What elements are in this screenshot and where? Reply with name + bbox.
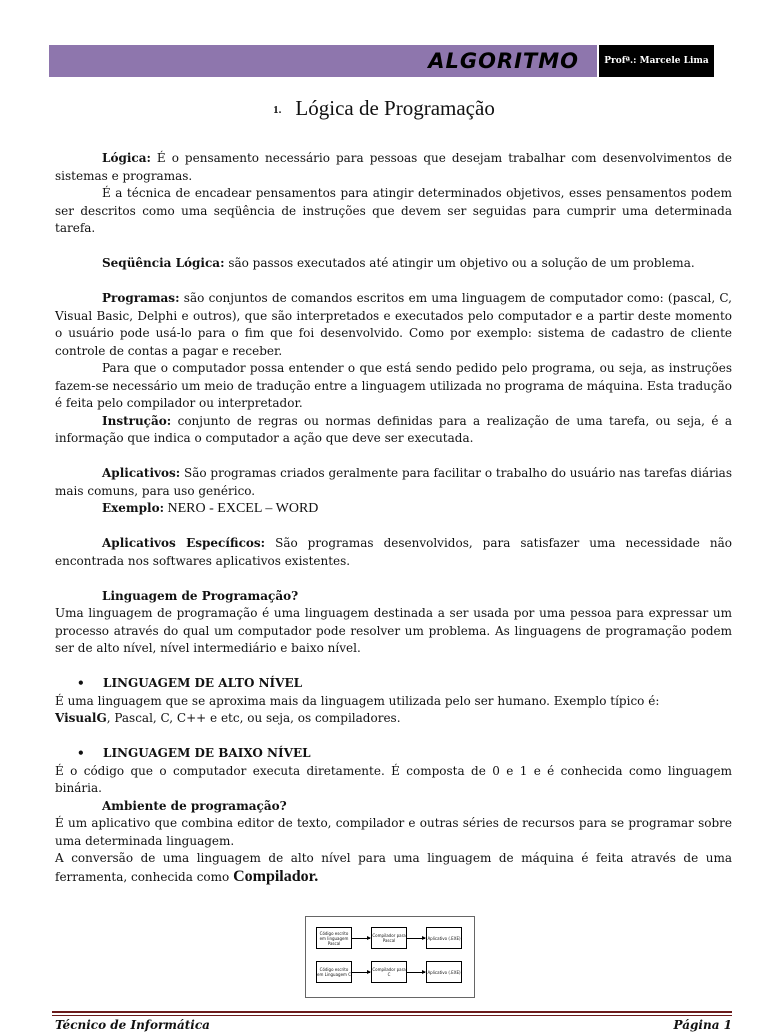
header-title: ALGORITMO — [428, 49, 579, 73]
paragraph-baixo-nivel: É o código que o computador executa diretamente. É composta de 0 e 1 e é conhecida como linguagem binária. — [55, 763, 732, 795]
professor-label: Profª.: Marcele Lima — [599, 45, 714, 77]
section-number: 1. — [273, 104, 282, 117]
diagram-arrow — [407, 938, 425, 939]
header-bar — [49, 45, 597, 77]
diagram-arrow — [352, 972, 370, 973]
paragraph-text: conjunto de regras ou normas definidas para a realização de uma tarefa, ou seja, é a informação que indica o computador a ação que deve ser executada. — [55, 413, 732, 445]
term-label: Aplicativos: — [102, 466, 181, 480]
paragraph-aplicativos — [55, 465, 732, 500]
paragraph-text: são passos executados até atingir um objetivo ou a solução de um problema. — [224, 256, 695, 270]
paragraph-text: É uma linguagem que se aproxima mais da linguagem utilizada pelo ser humano. Exemplo típico é: — [55, 693, 660, 708]
paragraph-conversao — [55, 850, 732, 886]
paragraph-text: É o pensamento necessário para pessoas que desejam trabalhar com desenvolvimentos de sistemas e programas. — [55, 151, 732, 183]
bullet-text: LINGUAGEM DE BAIXO NÍVEL — [103, 746, 311, 760]
footer-page-number: Página 1 — [673, 1018, 732, 1032]
section-title: Lógica de Programação — [295, 96, 495, 120]
paragraph-text: A conversão de uma linguagem de alto nível para uma linguagem de máquina é feita através de uma ferramenta, conhecida como — [55, 851, 732, 884]
compiler-diagram — [305, 916, 475, 998]
paragraph-text: NERO - EXCEL – WORD — [164, 501, 319, 516]
paragraph-text: São programas criados geralmente para facilitar o trabalho do usuário nas tarefas diárias mais comuns, para uso genérico. — [55, 466, 732, 498]
diagram-box-compiler-c: Compilador para C — [371, 961, 407, 983]
compilador-word: Compilador. — [233, 867, 319, 885]
paragraph-programas — [55, 290, 732, 360]
paragraph-exemplo — [55, 500, 732, 518]
term-label: Instrução: — [102, 413, 172, 428]
diagram-box-app-c: Aplicativo (.EXE) — [426, 961, 462, 983]
heading-baixo-nivel — [55, 745, 732, 763]
page-title — [0, 96, 768, 121]
term-label: VisualG — [55, 711, 107, 725]
heading-alto-nivel — [55, 675, 732, 693]
paragraph-text: São programas desenvolvidos, para satisfazer uma necessidade não encontrada nos softwares aplicativos existentes. — [55, 536, 732, 568]
diagram-box-source-pascal: Código escrito em linguagem Pascal — [316, 927, 352, 949]
document-body — [55, 150, 732, 886]
footer-divider — [52, 1011, 732, 1013]
term-label: Aplicativos Específicos: — [102, 536, 266, 550]
diagram-box-app-pascal: Aplicativo (.EXE) — [426, 927, 462, 949]
footer-course: Técnico de Informática — [55, 1018, 210, 1032]
diagram-arrow — [407, 972, 425, 973]
diagram-arrow — [352, 938, 370, 939]
paragraph-text: são conjuntos de comandos escritos em uma linguagem de computador como: (pascal, C, Visual Basic, Delphi e outros), que são interpretados e executados pelo computador e a partir deste momento o usuário pode usá-lo para o fim que foi desenvolvido. Como por exemplo: sistema de cadastro de cliente controle de contas a pagar e receber. — [55, 291, 732, 358]
paragraph-alto-nivel — [55, 693, 732, 728]
paragraph-text: , Pascal, C, C++ e etc, ou seja, os compiladores. — [106, 711, 401, 725]
paragraph-logica — [55, 150, 732, 185]
paragraph-instrucao — [55, 413, 732, 448]
paragraph-ambiente: É um aplicativo que combina editor de texto, compilador e outras séries de recursos para se programar sobre uma determinada linguagem. — [55, 816, 732, 848]
paragraph-especificos — [55, 535, 732, 570]
diagram-box-compiler-pascal: Compilador para Pascal — [371, 927, 407, 949]
term-label: Lógica: — [102, 151, 151, 165]
diagram-box-source-c: Código escrito em Linguagem C — [316, 961, 352, 983]
paragraph-traducao: Para que o computador possa entender o que está sendo pedido pelo programa, ou seja, as instruções fazem-se necessário um meio de tradução entre a linguagem utilizada no programa de máquina. Esta tradução é feita pelo compilador ou interpretador. — [55, 361, 732, 410]
heading-ambiente: Ambiente de programação? — [102, 798, 287, 813]
term-label: Programas: — [102, 291, 180, 305]
paragraph-linguagem: Uma linguagem de programação é uma linguagem destinada a ser usada por uma pessoa para expressar um processo através do qual um computador pode resolver um problema. As linguagens de programação podem ser de alto nível, nível intermediário e baixo nível. — [55, 606, 732, 655]
paragraph-tecnica: É a técnica de encadear pensamentos para atingir determinados objetivos, esses pensamentos podem ser descritos como uma seqüência de instruções que devem ser seguidas para cumprir uma determinada tarefa. — [55, 186, 732, 235]
bullet-text: LINGUAGEM DE ALTO NÍVEL — [103, 676, 303, 690]
term-label: Seqüência Lógica: — [102, 256, 225, 270]
heading-linguagem: Linguagem de Programação? — [102, 588, 299, 603]
paragraph-sequencia — [55, 255, 732, 273]
term-label: Exemplo: — [102, 501, 165, 515]
footer-divider — [52, 1015, 732, 1016]
